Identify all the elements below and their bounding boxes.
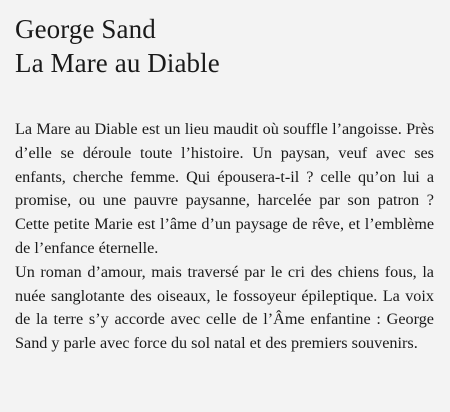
author-name: George Sand: [15, 14, 156, 44]
blurb-text: [15, 118, 434, 356]
blurb-paragraph-1: La Mare au Diable est un lieu maudit où souffle l’angoisse. Près d’elle se déroule toute l’histoire. Un paysan, veuf avec ses enfants, cherche femme. Qui épousera-t-il ? celle qu’on lui a promise, ou une pauvre paysanne, harcelée par son patron ? Cette petite Marie est l’âme d’un paysage de rêve, et l’emblème de l’enfance éternelle.: [15, 120, 434, 257]
blurb-paragraph-2: Un roman d’amour, mais traversé par le cri des chiens fous, la nuée sanglotante des oiseaux, le fossoyeur épileptique. La voix de la terre s’y accorde avec celle de l’Âme enfantine : George Sand y parle avec force du sol natal et des premiers souvenirs.: [15, 262, 434, 353]
book-title: La Mare au Diable: [15, 48, 220, 78]
